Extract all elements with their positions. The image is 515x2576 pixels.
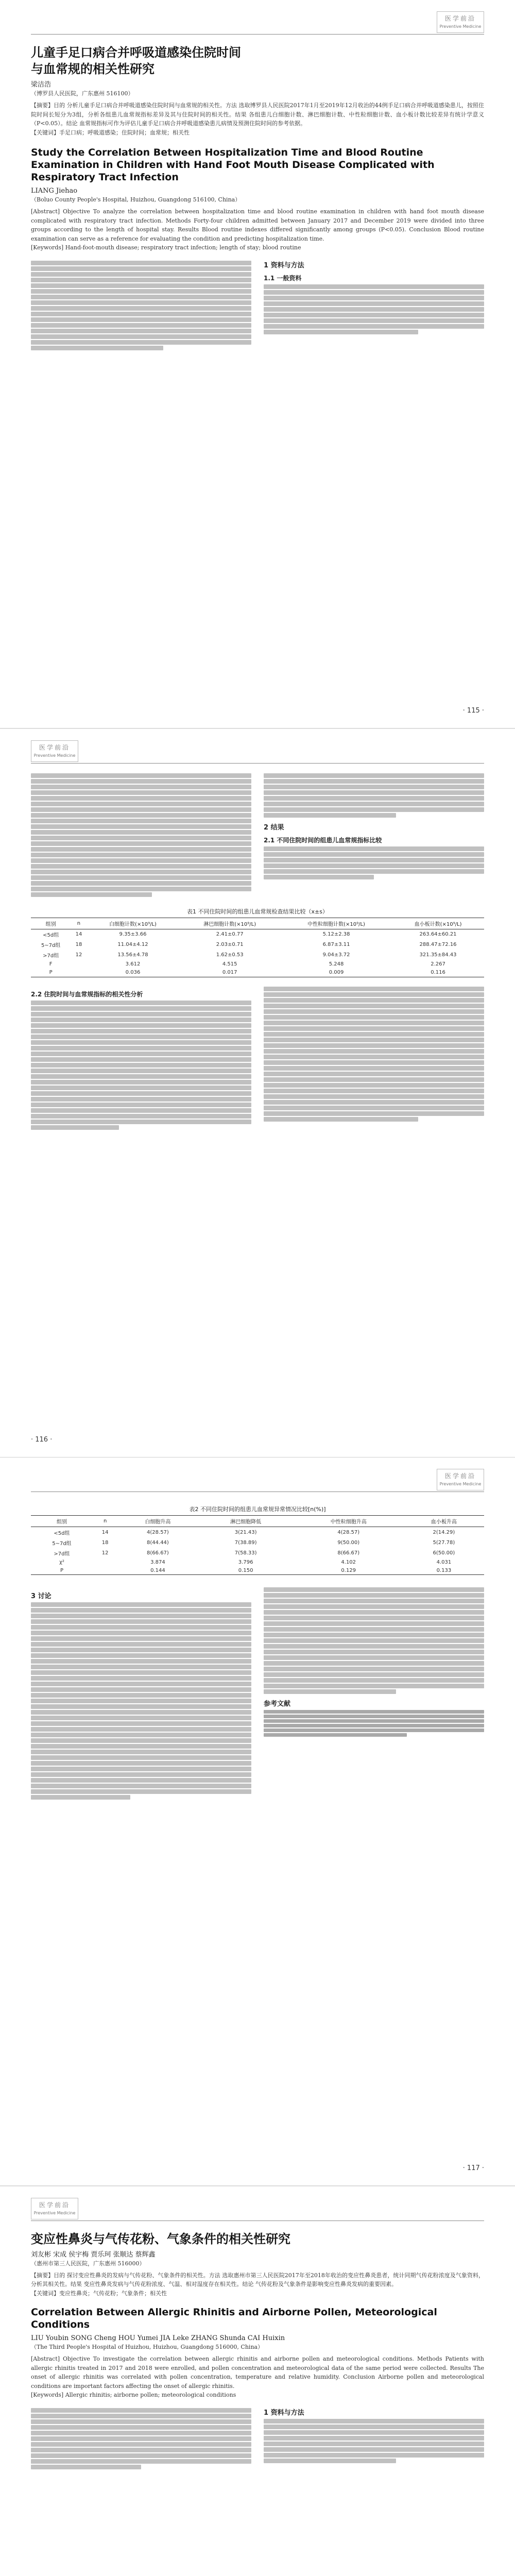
- table-cell: 7(58.33): [234, 1550, 257, 1556]
- subsection-heading: 1.1 一般资料: [264, 274, 302, 282]
- page-header: [31, 11, 484, 35]
- keywords-cn: 【关键词】手足口病；呼吸道感染；住院时间；血常规；相关性: [31, 129, 190, 136]
- keywords-en: [Keywords] Hand-foot-mouth disease; respiratory tract infection; length of stay; blood routine: [31, 244, 301, 251]
- body-column-right: [264, 260, 484, 351]
- table-cell: [93, 1558, 117, 1566]
- abstract-en: [Abstract] Objective To investigate the correlation between allergic rhinitis and airborne pollen and meteorological conditions. Methods Patients with allergic rhinitis treated in 2017 and 2018 were enrolled, and pollen concentration and meteorological data of the same period were collected. Results The onset of allergic rhinitis was correlated with pollen concentration, temperature and relative humidity. Conclusion Airborne pollen and meteorological conditions are important factors affecting the onset of allergic rhinitis.: [31, 2355, 484, 2389]
- body-column-left: [31, 1586, 251, 1801]
- table-cell: 12: [101, 1550, 109, 1556]
- table-header-cell: 白细胞升高: [117, 1516, 198, 1527]
- table-row: [31, 940, 484, 950]
- abstract-cn: 【摘要】目的 分析儿童手足口病合并呼吸道感染住院时间与血常规的相关性。方法 选取博罗县人民医院2017年1月至2019年12月收治的44例手足口病合并呼吸道感染患儿，按照住院时间长短分为3组，分析各组患儿血常规指标差异及其与住院时间的相关性。结果 各组患儿白细胞计数、淋巴细胞计数、中性粒细胞计数、血小板计数比较差异有统计学意义（P<0.05）。结论 血常规指标可作为评估儿童手足口病合并呼吸道感染患儿病情及预测住院时间的参考依据。: [31, 102, 484, 127]
- page-header: [31, 2198, 484, 2222]
- section-heading: 2 结果: [264, 823, 284, 832]
- affiliation-en: （The Third People's Hospital of Huizhou, Huizhou, Guangdong 516000, China）: [31, 2344, 264, 2350]
- affiliation: （博罗县人民医院，广东惠州 516100）: [31, 90, 134, 97]
- table-cell: 5(27.78): [433, 1539, 455, 1546]
- table-cell: 321.35±84.43: [419, 952, 457, 958]
- table-cell: 9(50.00): [337, 1539, 360, 1546]
- article-title-en: Study the Correlation Between Hospitalization Time and Blood Routine Examination in Children with Hand Foot Mouth Disease Complicated with Respiratory Tract Infection: [31, 147, 435, 183]
- table-cell: 3(21.43): [234, 1529, 257, 1535]
- body-column-left: [31, 2407, 251, 2470]
- table-cell: 8(66.67): [337, 1550, 360, 1556]
- article-title-cn: 变应性鼻炎与气传花粉、气象条件的相关性研究: [31, 2231, 290, 2246]
- page-header: [31, 740, 484, 764]
- table-cell: 1.62±0.53: [216, 952, 244, 958]
- table-cell: 0.129: [341, 1567, 356, 1573]
- author-en: LIANG Jiehao: [31, 187, 78, 195]
- table-cell: [71, 960, 87, 969]
- page-4: [0, 2187, 515, 2576]
- table-cell: 5.12±2.38: [322, 931, 350, 937]
- table-row: [31, 1558, 484, 1566]
- table-header-cell: 淋巴细胞降低: [198, 1516, 294, 1527]
- table-cell: <5d组: [54, 1530, 70, 1536]
- table-header-cell: 组别: [31, 918, 71, 929]
- table-cell: [93, 1566, 117, 1575]
- table-row: [31, 960, 484, 969]
- table-header-cell: 中性粒细胞计数(×10⁹/L): [281, 918, 392, 929]
- table-cell: 6(50.00): [433, 1550, 455, 1556]
- table-cell: χ²: [59, 1559, 64, 1565]
- section-heading: 1 资料与方法: [264, 261, 304, 269]
- table-2: [31, 1515, 484, 1575]
- author-en: LIU Youbin SONG Cheng HOU Yumei JIA Leke ZHANG Shunda CAI Huixin: [31, 2334, 285, 2342]
- affiliation-en: （Boluo County People's Hospital, Huizhou, Guangdong 516100, China）: [31, 196, 241, 203]
- table-cell: 11.04±4.12: [117, 942, 148, 947]
- abstract-en: [Abstract] Objective To analyze the correlation between hospitalization time and blood routine examination in children with hand foot mouth disease complicated with respiratory tract infection. Methods Forty-four children admitted between January 2017 and December 2019 were divided into three groups according to the length of hospital stay. Results Blood routine indexes differed significantly among groups (P<0.05). Conclusion Blood routine examination can serve as a reference for evaluating the condition and predicting hospitalization time.: [31, 208, 484, 242]
- table-cell: 0.009: [329, 970, 344, 975]
- section-heading: 1 资料与方法: [264, 2409, 304, 2417]
- table-cell: 9.35±3.66: [119, 931, 147, 937]
- table-cell: <5d组: [43, 933, 59, 938]
- table-cell: 3.874: [150, 1559, 165, 1565]
- table-row: [31, 1537, 484, 1548]
- journal-logo: 医学前沿 Preventive Medicine: [31, 2198, 78, 2219]
- table-cell: 6.87±3.11: [322, 942, 350, 947]
- table-cell: 0.036: [125, 970, 141, 975]
- table-cell: P: [60, 1567, 63, 1573]
- body-column-left: [31, 772, 251, 898]
- author: 梁洁浩: [31, 81, 52, 89]
- table-cell: 0.116: [431, 970, 445, 975]
- table-cell: 2.267: [431, 961, 445, 967]
- table-row: [31, 969, 484, 977]
- table-cell: 8(44.44): [147, 1539, 169, 1546]
- article-title-en: Correlation Between Allergic Rhinitis and Airborne Pollen, Meteorological Conditions: [31, 2307, 437, 2330]
- table-cell: 8(66.67): [147, 1550, 169, 1556]
- body-column-right: [264, 1586, 484, 1801]
- table-cell: 12: [75, 952, 82, 958]
- table-cell: [71, 969, 87, 977]
- table-header-cell: 血小板升高: [404, 1516, 484, 1527]
- table-header-cell: 组别: [31, 1516, 93, 1527]
- page-3: [0, 1458, 515, 2186]
- page-2: [0, 729, 515, 1458]
- table-cell: 4.102: [341, 1559, 356, 1565]
- table-cell: 9.04±3.72: [322, 952, 350, 958]
- table-cell: 18: [101, 1539, 109, 1546]
- table-cell: F: [49, 961, 53, 967]
- body-column-left: [31, 986, 251, 1131]
- table-cell: 13.56±4.78: [117, 952, 148, 958]
- table-1-caption: 表1 不同住院时间的组患儿血常规检查结果比较（x±s）: [187, 908, 328, 915]
- table-row: [31, 1566, 484, 1575]
- affiliation: （惠州市第三人民医院，广东惠州 516000）: [31, 2260, 145, 2267]
- section-heading: 3 讨论: [31, 1592, 52, 1600]
- subsection-heading: 2.1 不同住院时间的组患儿血常规指标比较: [264, 836, 382, 844]
- table-header-cell: 血小板计数(×10⁹/L): [392, 918, 484, 929]
- table-cell: 2(14.29): [433, 1529, 455, 1535]
- table-cell: 0.150: [238, 1567, 253, 1573]
- table-cell: >7d组: [54, 1551, 70, 1557]
- table-cell: 14: [101, 1529, 109, 1535]
- table-2-caption: 表2 不同住院时间的组患儿血常规异常情况比较[n(%)]: [189, 1506, 326, 1513]
- journal-logo: 医学前沿 Preventive Medicine: [31, 740, 78, 762]
- table-cell: 14: [75, 931, 82, 937]
- table-cell: 18: [75, 942, 82, 947]
- table-cell: 7(38.89): [234, 1539, 257, 1546]
- journal-logo: 医学前沿 Preventive Medicine: [437, 11, 484, 33]
- keywords-cn: 【关键词】变应性鼻炎；气传花粉；气象条件；相关性: [31, 2290, 167, 2297]
- table-cell: 0.144: [150, 1567, 165, 1573]
- table-cell: P: [49, 970, 53, 975]
- table-header-cell: n: [71, 918, 87, 929]
- table-header-cell: 淋巴细胞计数(×10⁹/L): [179, 918, 281, 929]
- table-cell: 0.133: [436, 1567, 452, 1573]
- page-number: · 116 ·: [31, 1435, 53, 1444]
- abstract-cn: 【摘要】目的 探讨变应性鼻炎的发病与气传花粉、气象条件的相关性。方法 选取惠州市第三人民医院2017年至2018年收治的变应性鼻炎患者，统计同期气传花粉浓度及气象资料，分析其相关性。结果 变应性鼻炎发病与气传花粉浓度、气温、相对湿度存在相关性。结论 气传花粉及气象条件是影响变应性鼻炎发病的重要因素。: [31, 2272, 484, 2287]
- page-number: · 115 ·: [462, 707, 484, 715]
- body-column-right: [264, 2407, 484, 2470]
- body-column-right: [264, 986, 484, 1131]
- table-cell: >7d组: [43, 953, 59, 959]
- table-cell: 3.796: [238, 1559, 253, 1565]
- body-column-right: [264, 772, 484, 898]
- table-cell: 4.031: [436, 1559, 452, 1565]
- table-row: [31, 1548, 484, 1558]
- table-cell: 2.03±0.71: [216, 942, 244, 947]
- page-1: [0, 0, 515, 728]
- table-header-cell: n: [93, 1516, 117, 1527]
- keywords-en: [Keywords] Allergic rhinitis; airborne pollen; meteorological conditions: [31, 2392, 236, 2398]
- references-heading: 参考文献: [264, 1700, 291, 1708]
- subsection-heading: 2.2 住院时间与血常规指标的相关性分析: [31, 990, 143, 998]
- table-cell: 2.41±0.77: [216, 931, 244, 937]
- table-cell: 4(28.57): [147, 1529, 169, 1535]
- table-header-cell: 白细胞计数(×10⁹/L): [87, 918, 179, 929]
- table-row: [31, 950, 484, 960]
- table-cell: 5~7d组: [52, 1540, 72, 1547]
- table-cell: 263.64±60.21: [419, 931, 457, 937]
- table-cell: 5.248: [329, 961, 344, 967]
- body-column-left: [31, 260, 251, 351]
- table-row: [31, 929, 484, 940]
- table-cell: 4(28.57): [337, 1529, 360, 1535]
- page-number: · 117 ·: [462, 2164, 484, 2172]
- table-row: [31, 1527, 484, 1538]
- table-cell: 5~7d组: [41, 943, 61, 948]
- table-cell: 4.515: [222, 961, 237, 967]
- journal-logo: 医学前沿 Preventive Medicine: [437, 1469, 484, 1490]
- table-cell: 0.017: [222, 970, 237, 975]
- table-cell: 3.612: [125, 961, 141, 967]
- table-1: [31, 918, 484, 977]
- table-header-cell: 中性粒细胞升高: [294, 1516, 404, 1527]
- page-header: [31, 1469, 484, 1493]
- table-cell: 288.47±72.16: [419, 942, 457, 947]
- article-title-cn: 儿童手足口病合并呼吸道感染住院时间与血常规的相关性研究: [31, 45, 241, 76]
- author: 刘友彬 宋成 侯宇梅 贾乐珂 张顺达 蔡辉鑫: [31, 2250, 156, 2259]
